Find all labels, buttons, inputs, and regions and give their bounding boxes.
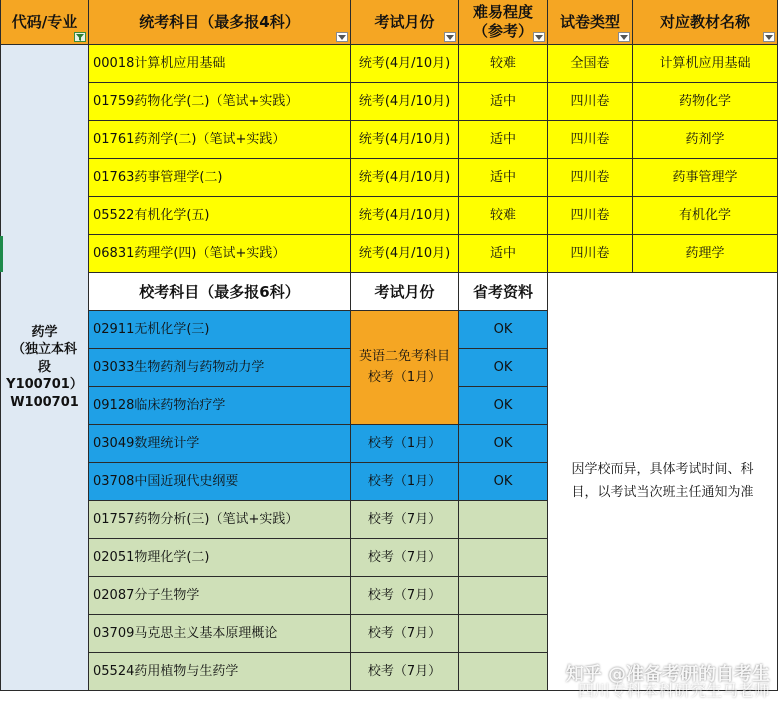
header-textbook-label: 对应教材名称 xyxy=(659,13,750,31)
school-header-month xyxy=(351,273,459,311)
school-month-4[interactable] xyxy=(351,425,459,463)
unified-month-text: 统考(4月/10月) xyxy=(358,93,451,109)
header-difficulty xyxy=(459,0,548,45)
school-header-subject xyxy=(89,273,351,311)
school-material-7[interactable] xyxy=(459,539,548,577)
school-material-3[interactable] xyxy=(459,387,548,425)
unified-paper-4[interactable] xyxy=(548,159,633,197)
active-row-marker xyxy=(0,236,3,272)
school-note-cell[interactable] xyxy=(548,273,778,691)
unified-textbook-text: 药剂学 xyxy=(685,131,725,147)
school-subject-text: 03033生物药剂与药物动力学 xyxy=(93,359,265,375)
school-subject-5[interactable] xyxy=(89,463,351,501)
school-header-subject-label: 校考科目（最多报6科） xyxy=(139,282,300,301)
unified-paper-text: 四川卷 xyxy=(570,169,610,185)
school-material-text: OK xyxy=(493,397,513,413)
unified-difficulty-text: 适中 xyxy=(489,131,516,147)
unified-paper-text: 全国卷 xyxy=(570,55,610,71)
unified-paper-2[interactable] xyxy=(548,83,633,121)
school-month-text: 校考（1月） xyxy=(367,473,442,489)
header-major xyxy=(0,0,89,45)
unified-difficulty-5[interactable] xyxy=(459,197,548,235)
unified-paper-6[interactable] xyxy=(548,235,633,273)
filter-active-icon[interactable] xyxy=(74,32,86,42)
unified-paper-text: 四川卷 xyxy=(570,131,610,147)
unified-textbook-text: 药物化学 xyxy=(678,93,731,109)
school-month-text: 校考（7月） xyxy=(367,625,442,641)
major-label: 药学 （独立本科 段 Y100701） W100701 xyxy=(6,324,83,410)
unified-subject-text: 01761药剂学(二)（笔试+实践） xyxy=(93,131,286,147)
filter-dropdown-icon[interactable] xyxy=(618,32,630,42)
school-month-9[interactable] xyxy=(351,615,459,653)
school-material-10[interactable] xyxy=(459,653,548,691)
header-difficulty-label: 难易程度 （参考） xyxy=(472,3,533,40)
header-paper-type-label: 试卷类型 xyxy=(559,13,620,31)
school-subject-6[interactable] xyxy=(89,501,351,539)
school-subject-text: 02051物理化学(二) xyxy=(93,549,210,565)
unified-month-text: 统考(4月/10月) xyxy=(358,207,451,223)
school-material-2[interactable] xyxy=(459,349,548,387)
unified-difficulty-text: 较难 xyxy=(489,207,516,223)
school-material-text: OK xyxy=(493,435,513,451)
school-month-text: 校考（7月） xyxy=(367,549,442,565)
school-subject-text: 09128临床药物治疗学 xyxy=(93,397,226,413)
unified-subject-1[interactable] xyxy=(89,45,351,83)
filter-dropdown-icon[interactable] xyxy=(763,32,775,42)
school-subject-7[interactable] xyxy=(89,539,351,577)
school-month-7[interactable] xyxy=(351,539,459,577)
school-material-6[interactable] xyxy=(459,501,548,539)
unified-textbook-4[interactable] xyxy=(633,159,778,197)
school-month-5[interactable] xyxy=(351,463,459,501)
unified-month-6[interactable] xyxy=(351,235,459,273)
unified-month-text: 统考(4月/10月) xyxy=(358,245,451,261)
school-subject-text: 02087分子生物学 xyxy=(93,587,200,603)
filter-dropdown-icon[interactable] xyxy=(444,32,456,42)
unified-subject-text: 06831药理学(四)（笔试+实践） xyxy=(93,245,286,261)
school-subject-text: 02911无机化学(三) xyxy=(93,321,210,337)
unified-subject-2[interactable] xyxy=(89,83,351,121)
unified-textbook-text: 药理学 xyxy=(685,245,725,261)
school-month-6[interactable] xyxy=(351,501,459,539)
school-subject-text: 03708中国近现代史纲要 xyxy=(93,473,239,489)
unified-difficulty-text: 适中 xyxy=(489,245,516,261)
unified-subject-5[interactable] xyxy=(89,197,351,235)
merged-month-note-text: 英语二免考科目 校考（1月） xyxy=(358,348,450,385)
school-material-5[interactable] xyxy=(459,463,548,501)
unified-difficulty-text: 较难 xyxy=(489,55,516,71)
watermark-line2: 四川专科本科研究生马老师 xyxy=(577,681,770,700)
school-material-1[interactable] xyxy=(459,311,548,349)
school-subject-text: 05524药用植物与生药学 xyxy=(93,663,239,679)
school-month-text: 校考（7月） xyxy=(367,511,442,527)
school-subject-2[interactable] xyxy=(89,349,351,387)
unified-month-3[interactable] xyxy=(351,121,459,159)
major-cell xyxy=(0,45,89,691)
school-header-material-label: 省考资料 xyxy=(472,282,533,301)
unified-difficulty-text: 适中 xyxy=(489,169,516,185)
watermark xyxy=(565,660,770,700)
header-major-label: 代码/专业 xyxy=(11,13,78,31)
school-subject-10[interactable] xyxy=(89,653,351,691)
unified-subject-3[interactable] xyxy=(89,121,351,159)
unified-month-text: 统考(4月/10月) xyxy=(358,55,451,71)
unified-paper-3[interactable] xyxy=(548,121,633,159)
unified-month-4[interactable] xyxy=(351,159,459,197)
unified-textbook-5[interactable] xyxy=(633,197,778,235)
school-material-text: OK xyxy=(493,359,513,375)
school-subject-8[interactable] xyxy=(89,577,351,615)
unified-paper-text: 四川卷 xyxy=(570,207,610,223)
unified-textbook-text: 药事管理学 xyxy=(672,169,738,185)
unified-textbook-1[interactable] xyxy=(633,45,778,83)
unified-subject-4[interactable] xyxy=(89,159,351,197)
school-subject-4[interactable] xyxy=(89,425,351,463)
merged-month-note[interactable] xyxy=(351,311,459,425)
unified-subject-text: 01759药物化学(二)（笔试+实践） xyxy=(93,93,299,109)
unified-textbook-3[interactable] xyxy=(633,121,778,159)
header-textbook xyxy=(633,0,778,45)
school-subject-1[interactable] xyxy=(89,311,351,349)
unified-paper-1[interactable] xyxy=(548,45,633,83)
filter-dropdown-icon[interactable] xyxy=(533,32,545,42)
school-month-10[interactable] xyxy=(351,653,459,691)
school-material-8[interactable] xyxy=(459,577,548,615)
header-exam-month-label: 考试月份 xyxy=(374,13,435,31)
unified-month-5[interactable] xyxy=(351,197,459,235)
unified-textbook-2[interactable] xyxy=(633,83,778,121)
header-unified-subject-label: 统考科目（最多报4科） xyxy=(139,13,300,31)
school-month-text: 校考（1月） xyxy=(367,435,442,451)
filter-dropdown-icon[interactable] xyxy=(336,32,348,42)
school-header-month-label: 考试月份 xyxy=(374,282,435,301)
school-month-8[interactable] xyxy=(351,577,459,615)
unified-difficulty-4[interactable] xyxy=(459,159,548,197)
unified-textbook-text: 计算机应用基础 xyxy=(659,55,751,71)
unified-difficulty-6[interactable] xyxy=(459,235,548,273)
watermark-line1: 知乎 @准备考研的自考生 xyxy=(565,664,770,685)
unified-paper-text: 四川卷 xyxy=(570,93,610,109)
unified-textbook-6[interactable] xyxy=(633,235,778,273)
unified-difficulty-text: 适中 xyxy=(489,93,516,109)
school-subject-text: 03049数理统计学 xyxy=(93,435,200,451)
school-month-text: 校考（7月） xyxy=(367,587,442,603)
unified-difficulty-2[interactable] xyxy=(459,83,548,121)
unified-paper-5[interactable] xyxy=(548,197,633,235)
school-material-4[interactable] xyxy=(459,425,548,463)
unified-paper-text: 四川卷 xyxy=(570,245,610,261)
school-subject-text: 03709马克思主义基本原理概论 xyxy=(93,625,278,641)
school-material-9[interactable] xyxy=(459,615,548,653)
unified-subject-text: 00018计算机应用基础 xyxy=(93,55,226,71)
unified-textbook-text: 有机化学 xyxy=(678,207,731,223)
header-unified-subject xyxy=(89,0,351,45)
unified-month-1[interactable] xyxy=(351,45,459,83)
school-month-text: 校考（7月） xyxy=(367,663,442,679)
header-exam-month xyxy=(351,0,459,45)
school-subject-9[interactable] xyxy=(89,615,351,653)
unified-month-text: 统考(4月/10月) xyxy=(358,131,451,147)
school-material-text: OK xyxy=(493,473,513,489)
unified-difficulty-3[interactable] xyxy=(459,121,548,159)
unified-subject-6[interactable] xyxy=(89,235,351,273)
unified-difficulty-1[interactable] xyxy=(459,45,548,83)
header-paper-type xyxy=(548,0,633,45)
school-subject-3[interactable] xyxy=(89,387,351,425)
school-note-text: 因学校而异，具体考试时间、科目，以考试当次班主任通知为准 xyxy=(571,462,754,500)
unified-subject-text: 01763药事管理学(二) xyxy=(93,169,223,185)
unified-month-2[interactable] xyxy=(351,83,459,121)
unified-month-text: 统考(4月/10月) xyxy=(358,169,451,185)
school-material-text: OK xyxy=(493,321,513,337)
unified-subject-text: 05522有机化学(五) xyxy=(93,207,210,223)
school-header-material xyxy=(459,273,548,311)
school-subject-text: 01757药物分析(三)（笔试+实践） xyxy=(93,511,299,527)
